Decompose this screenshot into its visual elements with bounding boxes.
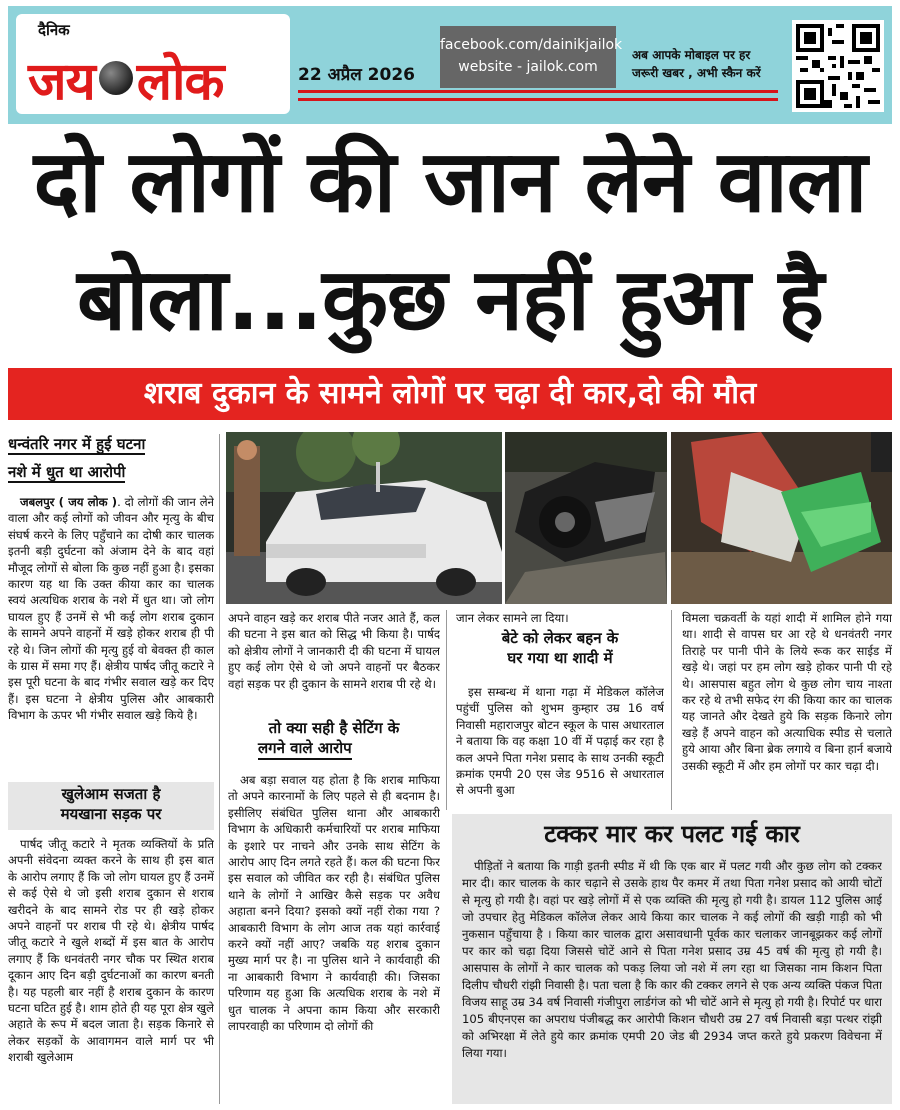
logo-left-word: जय <box>28 52 95 112</box>
col1-subhead-1 <box>8 434 145 454</box>
col2-subhead <box>228 718 440 766</box>
red-banner: शराब दुकान के सामने लोगों पर चढ़ा दी कार,दो की मौत <box>8 368 892 420</box>
scan-promo <box>632 46 782 82</box>
col2-para-2: अब बड़ा सवाल यह होता है कि शराब माफिया तो अपने कारनामों के लिए पहले से ही बदनाम है। इसीलिए संबंधित पुलिस थाना और आबकारी विभाग के अधिकारी कर्मचारियों पर शराब माफिया के इशारे पर नाचने और उनके साथ सेटिंग के आरोप आए दिन लगते रहते हैं। कल की घटना फिर इस सवाल को जीवित कर रही है। संबंधित पुलिस थाने के लोगों ने आखिर कैसे सड़क पर अवैध अहाता बनने दिया? इसको क्यों नहीं रोका गया ? आबकारी विभाग के लोग आज तक यहां कार्रवाई करने क्यों नहीं आए? जबकि यह शराब दुकान मुख्य मार्ग पर है। ना पुलिस थाने ने कार्यवाही की ना आबकारी विभाग ने कार्यवाही की। जिसका परिणाम यह हुआ कि अत्यधिक शराब के नशे में धुत चालक ने अपना काम किया और सरकारी लापरवाही का परिणाम दो लोगों की <box>228 773 440 1034</box>
issue-date: 22 अप्रैल 2026 <box>298 65 415 85</box>
accident-box-head: टक्कर मार कर पलट गई कार <box>452 814 892 854</box>
headline-line-2: बोला...कुछ नहीं हुआ है <box>76 250 824 350</box>
col3-para-1: जान लेकर सामने ला दिया। <box>456 611 569 625</box>
col1-subhead-2-text: नशे में धुत था आरोपी <box>8 463 126 481</box>
col1-para-1: . दो लोगों की जान लेने वाला और कई लोगों को जीवन और मृत्यु के बीच संघर्ष करने के लिए पहुँचाने का दोषी कार चालक इतनी बड़ी दुर्घटना को अंजाम देने के बाद वहां मौजूद लोगों से बोला कि कुछ नहीं हुआ है। इसका कारण यह था कि उक्त कीया कार का चालक स्वयं अत्यधिक शराब के नशे में धुत था। जो लोग घायल हुए हैं उनमें से भी कई लोग शराब दुकान के सामने अपने वाहनों में खड़े होकर शराब ही पी रहे थे। जिन लोगों की मृत्यु हुई वो बेवक्त ही काल के ग्रास में समा गए हैं। क्षेत्रीय पार्षद जीतू कटारे ने इस पूरी घटना के बाद गंभीर सवाल खड़े कर दिए हैं। इस घटना ने क्षेत्रीय पुलिस और आबकारी विभाग के ऊपर भी गंभीर सवाल खड़े किये है। <box>8 495 214 723</box>
qr-code-icon <box>796 24 880 108</box>
col4-para-1: विमला चक्रवर्ती के यहां शादी में शामिल होने गया था। शादी से वापस घर आ रहे थे धनवंतरी नगर तिराहे पर पानी पीने के लिये रूक कर साईड में खड़े थे। जहां पर हम लोग खड़े होकर पानी पी रहे थे। आसपास बहुत लोग थे कुछ लोग चाय नाश्ता कर रहे थे तभी सफेद रंग की किया कार का चालक यह जानते और देखते हुये कि सड़क किनारे लोग खड़े हैं अपने वाहन को अत्याधिक स्पीड से चलाते हुये आया और बिना ब्रेक लगाये व बिना हार्न बजाये उसकी स्कूटी में और हम लोगों पर कार चढ़ा दी। <box>682 611 892 773</box>
col1-box-head-1: खुलेआम सजता है <box>61 785 161 803</box>
column-divider-2 <box>446 610 447 810</box>
column-divider-3 <box>671 610 672 810</box>
col2-subhead-2: लगने वाले आरोप <box>258 738 352 760</box>
website-link[interactable]: website - jailok.com <box>458 59 598 75</box>
promo-line-2: जरूरी खबर , अभी स्कैन करें <box>632 66 761 80</box>
masthead <box>8 6 892 124</box>
col1-para-2: पार्षद जीतू कटारे ने मृतक व्यक्तियों के प्रति अपनी संवेदना व्यक्त करने के साथ ही इस बात के आरोप लगाए हैं कि जो लोग घायल हुए हैं उनमें से कई ऐसे थे जो इसी शराब दुकान से शराब खरीदने के बाद सामने रोड पर ही खड़े होकर अपने वाहनों पर शराब पी रहे थे। क्षेत्रीय पार्षद जीतू कटारे ने खुले शब्दों में इस बात के आरोप लगाए हैं कि धनवंतरी नगर चौक पर स्थित शराब दूकान आए दिन बड़ी दुर्घटनाओं का कारण बनती है। यह पहली बार नहीं है शराब दुकान के कारण घटना घटित हुई है। शाम होते ही यह पूरा क्षेत्र खुले अहाते के रूप में बदल जाता है। सड़क किनारे से लेकर सड़कों के आवागमन वाले मार्ग पर भी शराबी खुलेआम <box>8 837 214 1065</box>
col3-para-2: इस सम्बन्ध में थाना गढ़ा में मेडिकल कॉलेज पहुंचीं पुलिस को शुभम कुम्हार उम्र 16 वर्ष निवासी महाराजपुर बोटन स्कूल के पास अधारताल ने बताया कि वह कक्षा 10 वीं में पढ़ाई कर रहा है कल अपने पिता गनेश प्रसाद के साथ उनकी स्कूटी क्रमांक एमपी 20 एस जेड 9516 से अधारताल से अपनी बुआ <box>456 685 664 798</box>
accident-photo-scooter <box>505 432 667 604</box>
col2-para-1: अपने वाहन खड़े कर शराब पीते नजर आते हैं, कल की घटना ने इस बात को सिद्ध भी किया है। पार्षद को क्षेत्रीय लोगों ने जानकारी दी की घटना में घायल हुए कई लोग ऐसे थे जो अपने वाहनों पर बैठकर वहां सड़क पर ही दुकान के सामने शराब पी रहे थे। <box>228 611 440 691</box>
col3-subhead-2: घर गया था शादी में <box>507 649 613 667</box>
qr-code[interactable] <box>792 20 884 112</box>
newspaper-logo[interactable] <box>16 14 290 114</box>
masthead-rule-1 <box>298 90 778 93</box>
facebook-link[interactable]: facebook.com/dainikjailok <box>440 37 623 53</box>
col1-subhead-1-text: धन्वंतरि नगर में हुई घटना <box>8 435 146 453</box>
logo-small-text: दैनिक <box>38 21 70 39</box>
accident-box-body <box>452 854 892 1104</box>
col1-box-head <box>8 782 214 830</box>
col3-subhead <box>456 628 664 676</box>
accident-box-text: पीड़ितों ने बताया कि गाड़ी इतनी स्पीड में थी कि एक बार में पलट गयी और कुछ लोग को टक्कर मार दी। कार चालक के कार चढ़ाने से उसके हाथ पैर कमर में तथा पिता गनेश प्रसाद को आयी चोटों से मृत्यु हो गयी है। वहां पर खड़े लोगों में से एक व्यक्ति की मृत्यु हो गयी है। डायल 112 पुलिस आई जो उपचार हेतु मेडिकल कॉलेज लेकर आये किया कार चालक ने कई लोगों की खड़ी गाड़ी को भी नुकसान पहुँचाया है । किया कार चालक द्वारा असावधानी पूर्वक कार चलाकर जानबूझकर कई लोगों पर कार को चढ़ा दिया जिससे चोटें आने से पिता गनेश प्रसाद उम्र 45 वर्ष की मृत्यु हो गयी है। आसपास के लोगों ने कार चालक को पकड़ लिया जो नशे में लग रहा था जिसका नाम किशन पिता दिलीप चौधरी रांझी निवासी है। पता चला है कि कार की टक्कर लगने से एक अन्य व्यक्ति पंकज पिता विजय साहू उम्र 34 वर्ष निवासी गंजीपुरा लार्डगंज को भी चोटें आने से मृत्यु हो गयी है। रिपोर्ट पर धारा 105 बीएनएस का अपराध पंजीबद्ध कर आरोपी किशन चौधरी उम्र 27 वर्ष निवासी बड़ा पत्थर रांझी को अभिरक्षा में लेते हुये कार क्रमांक एमपी 20 जेड बी 2934 जप्त करते हुये प्रकरण विवेचना में लिया गया। <box>462 859 882 1060</box>
dateline: जबलपुर ( जय लोक ) <box>20 495 118 509</box>
col1-subhead-2 <box>8 462 125 482</box>
col1-box-head-2: मयखाना सड़क पर <box>60 805 162 823</box>
social-links-box <box>440 26 623 88</box>
globe-icon <box>99 61 133 95</box>
promo-line-1: अब आपके मोबाइल पर हर <box>632 48 751 62</box>
accident-photo-car <box>226 432 502 604</box>
col1-body-1 <box>8 494 214 764</box>
masthead-rule-2 <box>298 98 778 101</box>
col2-subhead-1: तो क्या सही है सेटिंग के <box>268 719 400 737</box>
col3-subhead-1: बेटे को लेकर बहन के <box>501 629 619 647</box>
headline-line-1: दो लोगों की जान लेने वाला <box>33 132 867 232</box>
logo-main-text <box>28 44 223 115</box>
column-divider-1 <box>219 434 220 1104</box>
logo-right-word: लोक <box>136 52 224 112</box>
accident-photo-wreck <box>671 432 892 604</box>
